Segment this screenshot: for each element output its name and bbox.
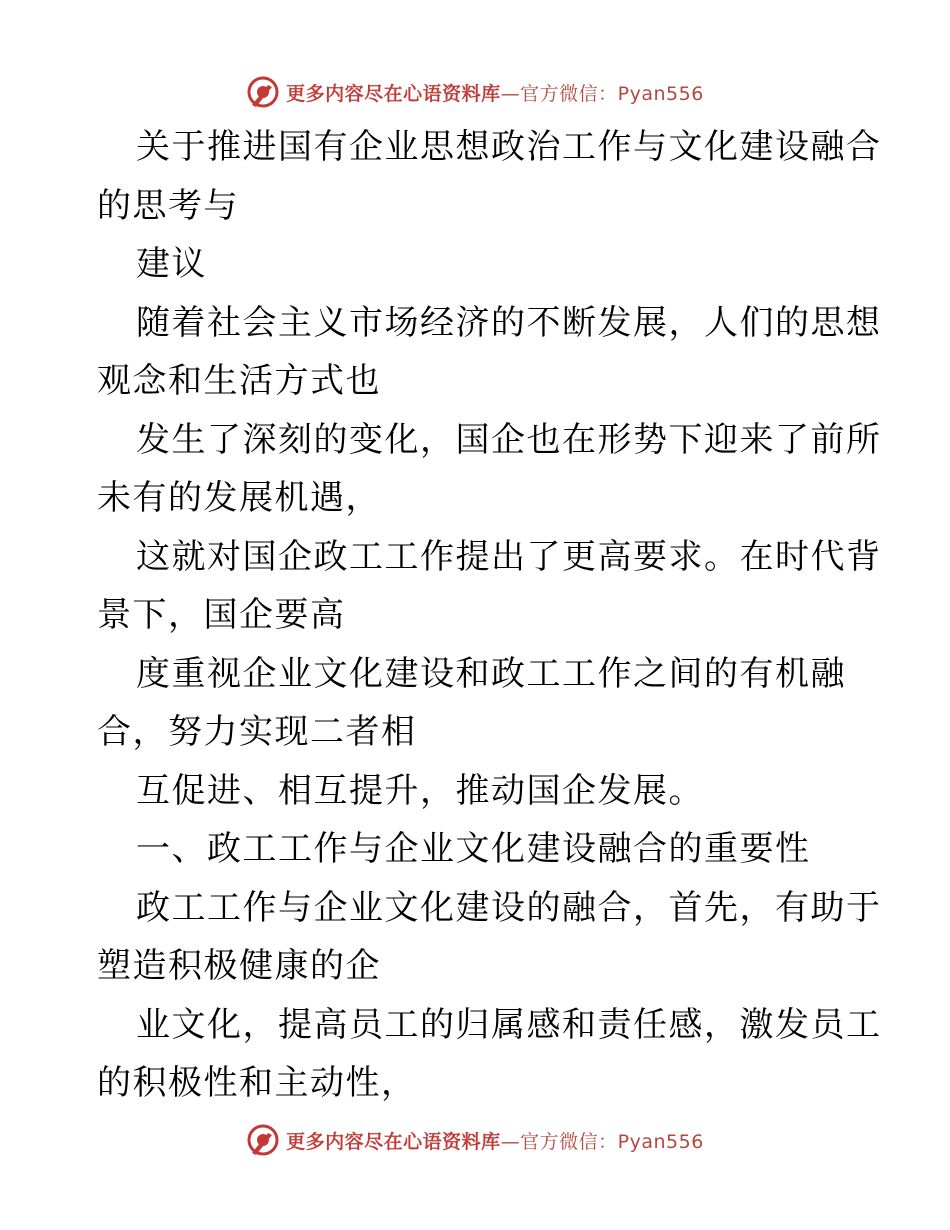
pen-logo-icon bbox=[246, 1123, 280, 1157]
paragraph-line: 的积极性和主动性， bbox=[97, 1063, 417, 1103]
title-line-1: 关于推进国有企业思想政治工作与文化建设融合 bbox=[136, 127, 882, 167]
paragraph-line: 度重视企业文化建设和政工工作之间的有机融 bbox=[136, 653, 846, 694]
header-banner-text: 更多内容尽在心语资料库—官方微信：Pyan556 bbox=[286, 82, 704, 105]
document-body bbox=[97, 118, 882, 1113]
footer-banner-text: 更多内容尽在心语资料库—官方微信：Pyan556 bbox=[286, 1130, 704, 1153]
title-line-3: 建议 bbox=[136, 244, 207, 284]
paragraph-line: 互促进、相互提升，推动国企发展。 bbox=[136, 770, 704, 811]
title-line-2: 的思考与 bbox=[97, 185, 239, 226]
paragraph-line: 景下，国企要高 bbox=[97, 595, 346, 635]
paragraph-line: 政工工作与企业文化建设的融合，首先，有助于 bbox=[136, 887, 882, 928]
paragraph-line: 发生了深刻的变化，国企也在形势下迎来了前所 bbox=[136, 419, 882, 460]
paragraph-line: 塑造积极健康的企 bbox=[97, 946, 381, 986]
pen-logo-icon bbox=[246, 75, 280, 109]
paragraph-line: 业文化，提高员工的归属感和责任感，激发员工 bbox=[136, 1004, 882, 1045]
paragraph-line: 随着社会主义市场经济的不断发展，人们的思想 bbox=[136, 302, 882, 343]
footer-watermark-banner bbox=[0, 1120, 950, 1160]
paragraph-line: 合，努力实现二者相 bbox=[97, 712, 417, 752]
section-heading: 一、政工工作与企业文化建设融合的重要性 bbox=[136, 829, 811, 869]
paragraph-line: 观念和生活方式也 bbox=[97, 361, 381, 401]
header-watermark-banner bbox=[0, 72, 950, 112]
paragraph-line: 这就对国企政工工作提出了更高要求。在时代背 bbox=[136, 536, 882, 577]
paragraph-line: 未有的发展机遇， bbox=[97, 478, 381, 518]
